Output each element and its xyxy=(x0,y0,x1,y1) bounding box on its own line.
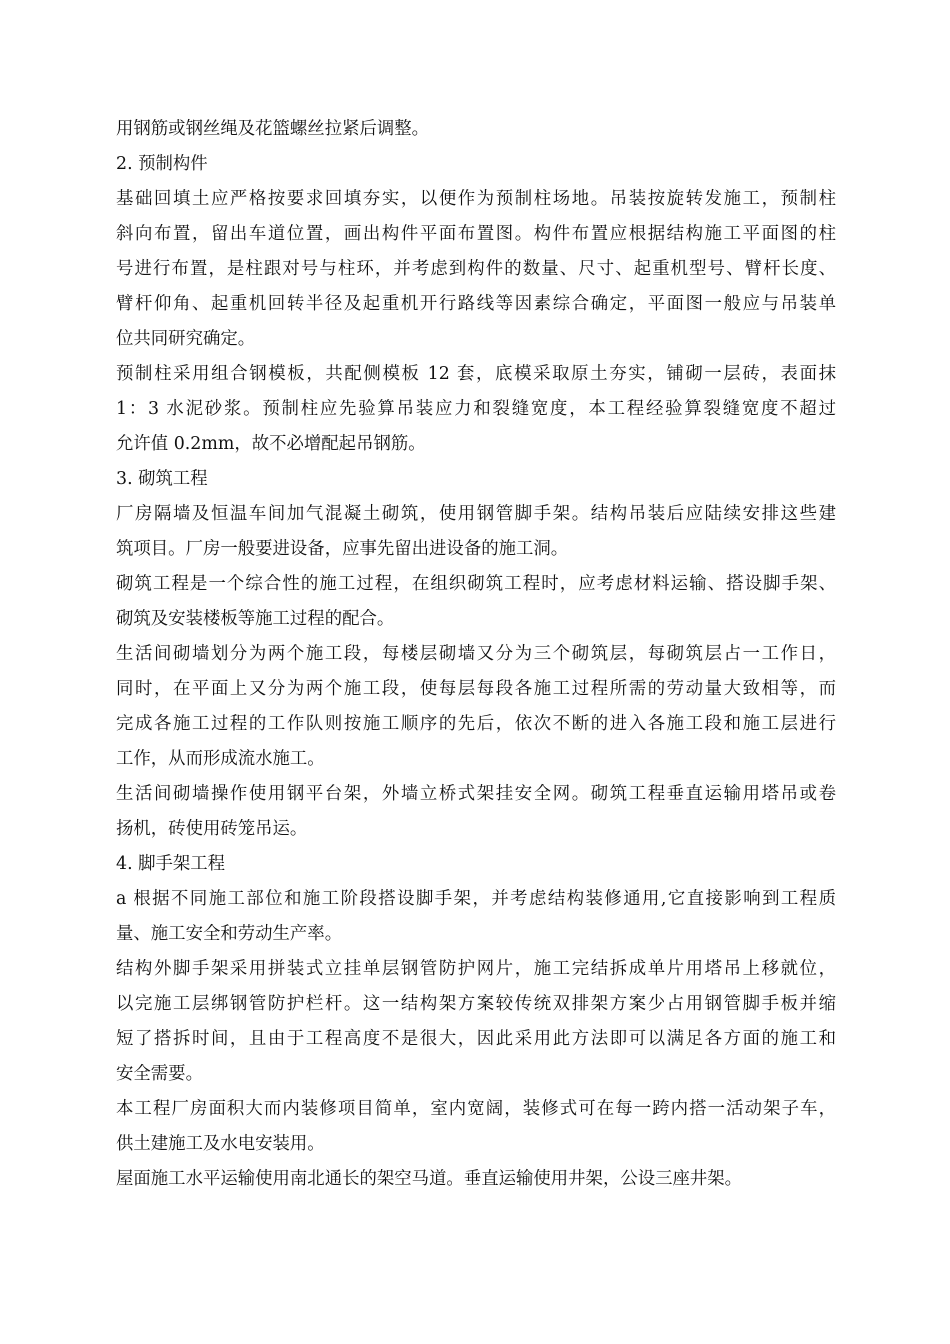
document-line: 生活间砌墙操作使用钢平台架，外墙立桥式架挂安全网。砌筑工程垂直运输用塔吊或卷 xyxy=(116,784,836,804)
document-line: 4. 脚手架工程 xyxy=(116,854,226,874)
document-page xyxy=(116,112,836,1197)
document-line: 本工程厂房面积大而内装修项目简单，室内宽阔，装修式可在每一跨内搭一活动架子车， xyxy=(116,1099,836,1119)
document-line: 同时，在平面上又分为两个施工段，使每层每段各施工过程所需的劳动量大致相等，而 xyxy=(116,679,836,699)
document-line: 位共同研究确定。 xyxy=(116,329,256,349)
document-line: 预制柱采用组合钢模板，共配侧模板 12 套，底模采取原土夯实，铺砌一层砖，表面抹 xyxy=(116,364,836,384)
document-line: 基础回填土应严格按要求回填夯实，以便作为预制柱场地。吊装按旋转发施工，预制柱 xyxy=(116,189,836,209)
document-line: 号进行布置，是柱跟对号与柱环，并考虑到构件的数量、尺寸、起重机型号、臂杆长度、 xyxy=(116,259,836,279)
document-line: 以完施工层绑钢管防护栏杆。这一结构架方案较传统双排架方案少占用钢管脚手板并缩 xyxy=(116,994,836,1014)
document-line: 供土建施工及水电安装用。 xyxy=(116,1134,325,1154)
document-line: 3. 砌筑工程 xyxy=(116,469,208,489)
document-line: 臂杆仰角、起重机回转半径及起重机开行路线等因素综合确定，平面图一般应与吊装单 xyxy=(116,294,836,314)
document-line: 斜向布置，留出车道位置，画出构件平面布置图。构件布置应根据结构施工平面图的柱 xyxy=(116,224,836,244)
document-line: 砌筑及安装楼板等施工过程的配合。 xyxy=(116,609,395,629)
document-line: 工作，从而形成流水施工。 xyxy=(116,749,325,769)
document-line: 短了搭拆时间，且由于工程高度不是很大，因此采用此方法即可以满足各方面的施工和 xyxy=(116,1029,836,1049)
document-line: 允许值 0.2mm，故不必增配起吊钢筋。 xyxy=(116,434,426,454)
document-line: 扬机，砖使用砖笼吊运。 xyxy=(116,819,308,839)
document-line: 屋面施工水平运输使用南北通长的架空马道。垂直运输使用井架，公设三座井架。 xyxy=(116,1169,743,1189)
document-line: 量、施工安全和劳动生产率。 xyxy=(116,924,343,944)
document-line: a 根据不同施工部位和施工阶段搭设脚手架，并考虑结构装修通用,它直接影响到工程质 xyxy=(116,889,836,909)
document-line: 筑项目。厂房一般要进设备，应事先留出进设备的施工洞。 xyxy=(116,539,569,559)
document-line: 用钢筋或钢丝绳及花篮螺丝拉紧后调整。 xyxy=(116,119,430,139)
document-line: 完成各施工过程的工作队则按施工顺序的先后，依次不断的进入各施工段和施工层进行 xyxy=(116,714,836,734)
document-line: 2. 预制构件 xyxy=(116,154,208,174)
document-line: 1：3 水泥砂浆。预制柱应先验算吊装应力和裂缝宽度，本工程经验算裂缝宽度不超过 xyxy=(116,399,836,419)
document-line: 结构外脚手架采用拼装式立挂单层钢管防护网片，施工完结拆成单片用塔吊上移就位， xyxy=(116,959,836,979)
document-line: 厂房隔墙及恒温车间加气混凝土砌筑，使用钢管脚手架。结构吊装后应陆续安排这些建 xyxy=(116,504,836,524)
document-line: 生活间砌墙划分为两个施工段，每楼层砌墙又分为三个砌筑层，每砌筑层占一工作日， xyxy=(116,644,836,664)
document-line: 安全需要。 xyxy=(116,1064,203,1084)
document-line: 砌筑工程是一个综合性的施工过程，在组织砌筑工程时，应考虑材料运输、搭设脚手架、 xyxy=(116,574,836,594)
